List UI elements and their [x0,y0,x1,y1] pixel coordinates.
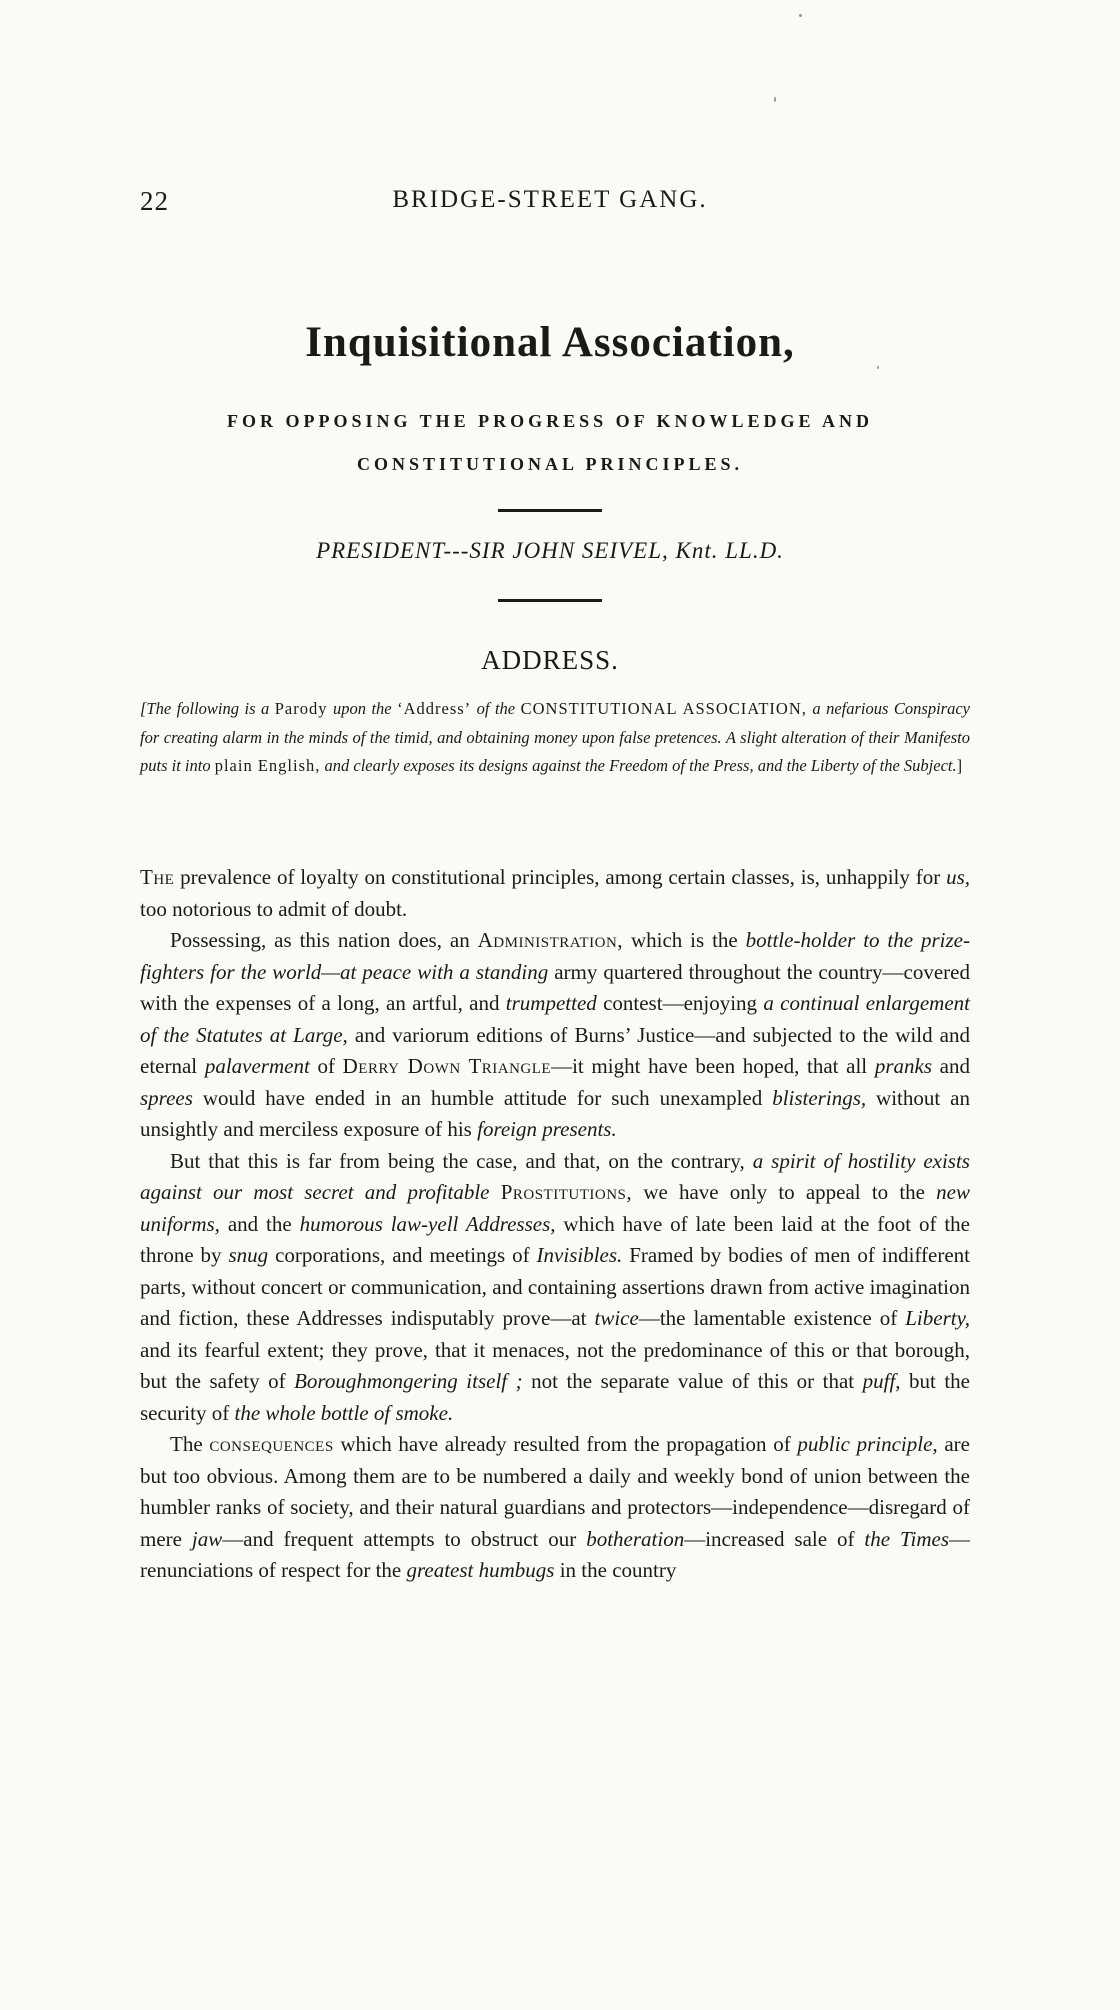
small-caps: Derry Down Triangle [342,1054,552,1078]
paper-speck [774,97,776,102]
text: too notorious to admit of doubt. [140,896,408,921]
emphasis: the Times [864,1526,949,1551]
emphasis: greatest humbugs [406,1558,555,1582]
emphasis: Boroughmongering itself ; [294,1369,523,1393]
emphasis: bottle-holder to the prize-fighters for the world—at peace with a standing [140,928,970,984]
emphasis: a spirit of hostility exists against our most secret and profitable [140,1148,970,1204]
note-text: a nefarious Conspiracy for creating alarm in the minds of the timid, and obtaining money upon false pretences. A slight alteration of their Manifesto puts it into [140,699,970,775]
editorial-note [140,695,970,781]
text: and its fearful extent; they prove, that it menaces, not the predominance of this or that borough, but the safety of [140,1337,970,1393]
note-text: Parody [274,699,328,718]
text: army quartered throughout the country—covered with the expenses of a long, an artful, and [140,959,970,1015]
emphasis: new uniforms, [140,1180,970,1236]
note-text: upon the [332,699,392,718]
bracket-close: ] [956,756,964,775]
text: The [170,1432,210,1456]
emphasis: trumpetted [505,991,597,1015]
emphasis: twice [594,1306,639,1330]
emphasis: Liberty, [905,1306,970,1330]
small-caps: Administration, [477,928,624,952]
text: and the [219,1211,300,1236]
text: —increased sale of [684,1526,865,1551]
text: we have only to appeal to the [632,1180,937,1204]
paper-speck [799,14,802,17]
emphasis: the whole bottle of smoke. [234,1400,454,1425]
emphasis: pranks [874,1054,932,1078]
running-title: BRIDGE-STREET GANG. [392,186,708,213]
note-text: of the [476,699,516,718]
emphasis: snug [228,1243,269,1267]
note-text: plain English, [214,756,321,775]
running-head [140,186,960,220]
text: corporations, and meetings of [268,1243,537,1267]
text: but the security of [140,1369,971,1425]
paragraph-4 [140,1429,970,1587]
emphasis: public principle, [797,1432,938,1456]
emphasis: botheration [586,1526,685,1551]
text: are but too obvious. Among them are to be numbered a daily and weekly bond of union between the humbler ranks of society, and their natural guardians and protectors—independence—disregard of mere [140,1432,970,1551]
text: not the separate value of this or that [522,1369,863,1393]
text: contest—enjoying [596,991,764,1015]
text: would have ended in an humble attitude for such unexampled [192,1085,773,1110]
section-heading: ADDRESS. [481,645,619,675]
text: Possessing, as this nation does, an [170,928,478,952]
small-caps: consequences [209,1432,334,1456]
president-line: PRESIDENT---SIR JOHN SEIVEL, Knt. LL.D. [316,538,784,563]
bracket-open: [ [140,699,147,718]
note-text: and clearly exposes its designs against the Freedom of the Press, and the Liberty of the Subject. [324,756,957,775]
paragraph-1 [140,862,970,925]
emphasis: humorous law-yell Addresses, [299,1211,556,1236]
paragraph-2 [140,925,970,1146]
paragraph-3 [140,1146,970,1430]
emphasis: foreign presents. [477,1117,617,1141]
paragraph-opening: The [140,865,175,889]
text: —renunciations of respect for the [140,1526,970,1582]
text: —the lamentable existence of [638,1306,906,1330]
subtitle [140,400,960,486]
emphasis: puff, [862,1369,901,1393]
text: in the country [554,1558,677,1582]
emphasis: sprees [140,1085,193,1110]
note-text: The following is a [146,699,270,718]
text: which have already resulted from the propagation of [333,1432,798,1456]
emphasis: blisterings, [772,1085,867,1110]
text: which have of late been laid at the foot of the throne by [140,1211,970,1267]
subtitle-line-2: CONSTITUTIONAL PRINCIPLES. [356,454,744,474]
ornamental-rule-upper [498,509,602,512]
subtitle-line-1: FOR OPPOSING THE PROGRESS OF KNOWLEDGE AND [226,411,874,431]
title: Inquisitional Association, [305,319,795,366]
ornamental-rule-lower [498,599,602,602]
note-text: ‘Address’ [397,699,472,718]
text: and [932,1054,970,1078]
text: which is the [623,928,746,952]
text: of [309,1054,343,1078]
note-text: CONSTITUTIONAL ASSOCIATION, [520,699,807,718]
text: But that this is far from being the case, and that, on the contrary, [170,1148,753,1173]
emphasis: palaverment [204,1054,310,1078]
emphasis: us, [946,865,970,889]
text: —and frequent attempts to obstruct our [222,1526,587,1551]
text: without an unsightly and merciless exposure of his [140,1085,970,1141]
text: prevalence of loyalty on constitutional principles, among certain classes, is, unhappily for [174,865,947,889]
text: and variorum editions of Burns’ Justice—and subjected to the wild and eternal [140,1022,970,1078]
page-number: 22 [140,186,169,216]
small-caps: Prostitutions, [500,1180,633,1204]
text: —it might have been hoped, that all [551,1054,875,1078]
text: Framed by bodies of men of indifferent parts, without concert or communication, and containing assertions drawn from active imagination and fiction, these Addresses indisputably prove—at [140,1243,970,1330]
emphasis: jaw [191,1526,223,1551]
emphasis: a continual enlargement of the Statutes at Large, [140,991,970,1047]
address-body [140,862,970,1587]
emphasis: Invisibles. [536,1243,623,1267]
text [490,1180,501,1204]
